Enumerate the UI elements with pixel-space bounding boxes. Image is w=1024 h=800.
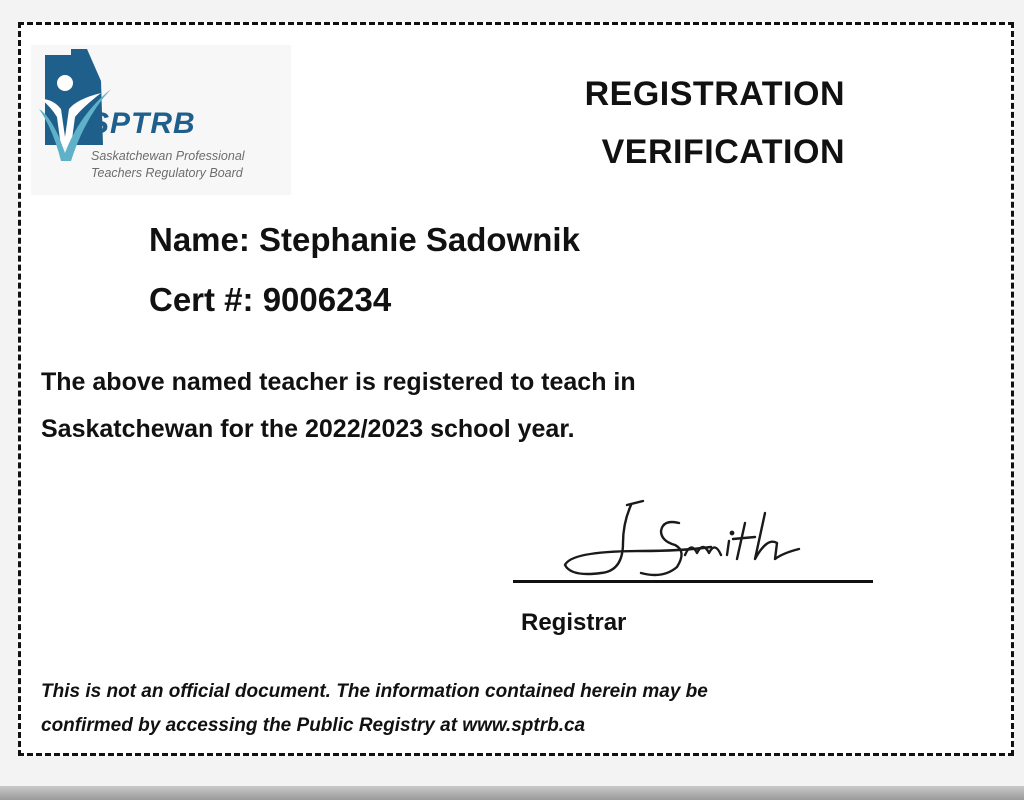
signature-line [513, 580, 873, 583]
teacher-name: Name: Stephanie Sadownik [149, 221, 580, 258]
verification-card [18, 22, 1014, 756]
logo-wordmark: SPTRB [89, 107, 196, 140]
sptrb-logo [31, 45, 291, 195]
registrar-signature [531, 493, 821, 583]
disclaimer-line1: This is not an official document. The information contained herein may be [41, 681, 708, 702]
certificate-number: Cert #: 9006234 [149, 281, 392, 318]
registration-statement-line2: Saskatchewan for the 2022/2023 school year. [41, 415, 575, 443]
registrar-label: Registrar [521, 609, 627, 636]
disclaimer-line2: confirmed by accessing the Public Registry at www.sptrb.ca [41, 715, 586, 736]
logo-subtitle-line1: Saskatchewan Professional [91, 149, 245, 163]
registration-statement-line1: The above named teacher is registered to teach in [41, 368, 636, 396]
title-verification: VERIFICATION [601, 133, 845, 171]
logo-subtitle-line2: Teachers Regulatory Board [91, 166, 243, 180]
title-registration: REGISTRATION [584, 75, 845, 113]
window-bottom-edge [0, 786, 1024, 800]
